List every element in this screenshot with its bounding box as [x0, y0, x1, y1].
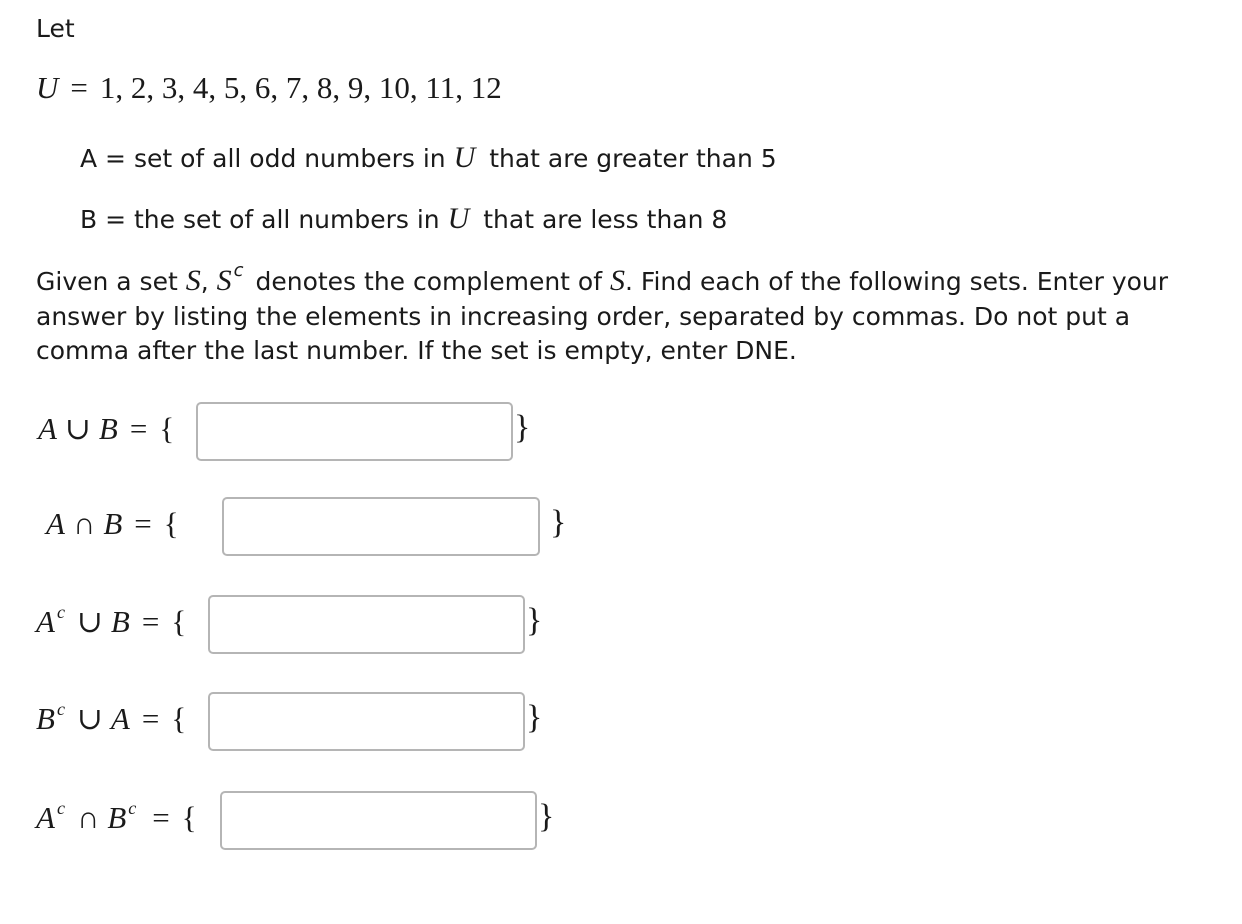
q2-intersection-operator: ∩ [72, 506, 96, 541]
q1-open-brace: { [159, 411, 175, 446]
q3-open-brace: { [171, 604, 187, 639]
set-a-suffix: that are greater than 5 [489, 144, 777, 173]
q1-answer-input[interactable] [196, 402, 513, 461]
q5-intersection-operator: ∩ [76, 800, 100, 835]
q3-set-b: B [110, 604, 130, 639]
universe-symbol: U [36, 70, 59, 105]
set-a-definition [80, 141, 777, 175]
instructions-set-s-complement: S [216, 264, 232, 297]
q3-set-a: A [36, 604, 55, 639]
q4-close-brace: } [526, 699, 543, 736]
q1-set-b: B [98, 411, 118, 446]
q3-union-operator: ∪ [76, 604, 103, 639]
q4-set-a: A [110, 701, 130, 736]
set-a-universe-symbol: U [453, 141, 476, 174]
q5-close-brace: } [538, 798, 555, 835]
q2-set-a: A [46, 506, 65, 541]
q5-equals: = [152, 800, 170, 835]
set-b-universe-symbol: U [447, 202, 470, 235]
q1-expression [38, 411, 174, 447]
q2-equals: = [134, 506, 152, 541]
q5-expression [36, 800, 197, 836]
q3-close-brace: } [526, 602, 543, 639]
set-a-prefix: A = set of all odd numbers in [80, 144, 446, 173]
q1-equals: = [129, 411, 148, 446]
instructions-complement-sup: c [233, 260, 244, 281]
set-b-prefix: B = the set of all numbers in [80, 205, 440, 234]
q4-complement-sup: c [56, 699, 65, 719]
q5-b-complement-sup: c [128, 798, 137, 818]
instructions-set-s: S [185, 264, 201, 297]
q3-complement-sup: c [56, 602, 65, 622]
q2-close-brace: } [550, 504, 567, 541]
universe-elements: 1, 2, 3, 4, 5, 6, 7, 8, 9, 10, 11, 12 [99, 70, 502, 105]
q1-union-operator: ∪ [64, 411, 91, 446]
q5-set-b: B [107, 800, 127, 835]
q1-set-a: A [38, 411, 57, 446]
intro-let: Let [36, 14, 75, 43]
q2-open-brace: { [163, 506, 179, 541]
q1-close-brace: } [514, 409, 531, 446]
q4-union-operator: ∪ [76, 701, 103, 736]
q4-expression [36, 701, 186, 737]
instructions-part1: Given a set [36, 267, 178, 296]
universe-equals: = [70, 70, 88, 105]
instructions-part2: denotes the complement of [255, 267, 603, 296]
q3-equals: = [141, 604, 160, 639]
q2-expression [46, 506, 179, 542]
q5-open-brace: { [181, 800, 197, 835]
q5-set-a: A [36, 800, 55, 835]
instructions-paragraph [36, 260, 1216, 369]
q2-answer-input[interactable] [222, 497, 540, 556]
set-b-suffix: that are less than 8 [483, 205, 728, 234]
instructions-comma: , [200, 267, 209, 296]
q3-answer-input[interactable] [208, 595, 525, 654]
q3-expression [36, 604, 186, 640]
q2-set-b: B [103, 506, 123, 541]
q4-set-b: B [36, 701, 55, 736]
q5-answer-input[interactable] [220, 791, 537, 850]
set-b-definition [80, 202, 727, 236]
instructions-set-s-ref: S [609, 264, 625, 297]
universe-definition [36, 70, 502, 106]
instructions-part3: . Find each of the following sets. Enter your answer by listing the elements in increasing order, separated by commas. Do not put a comma after the last number. If the set is empty, enter DNE. [36, 267, 1169, 365]
q4-open-brace: { [171, 701, 187, 736]
q5-a-complement-sup: c [56, 798, 65, 818]
q4-equals: = [141, 701, 160, 736]
q4-answer-input[interactable] [208, 692, 525, 751]
